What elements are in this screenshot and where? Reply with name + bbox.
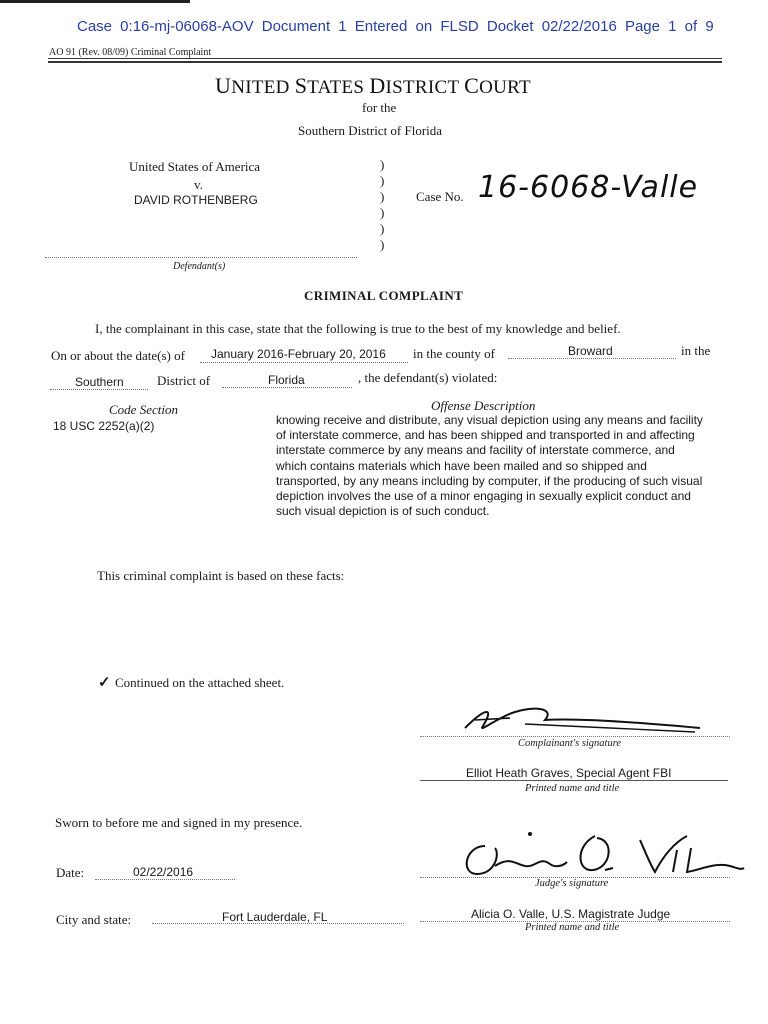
caption-paren-5: ) xyxy=(380,221,385,236)
plaintiff-name: United States of America xyxy=(129,159,261,174)
defendant-label: Defendant(s) xyxy=(173,261,226,272)
judge-signature-label: Judge's signature xyxy=(535,878,609,889)
county-line xyxy=(508,358,676,359)
on-or-about-label: On or about the date(s) of xyxy=(51,348,185,363)
printed-name-label-1: Printed name and title xyxy=(525,783,620,794)
court-name: UNITED STATES DISTRICT COURT xyxy=(215,73,531,98)
date-value: 02/22/2016 xyxy=(133,865,194,879)
state-line xyxy=(222,387,352,388)
district-value: Southern xyxy=(75,375,124,389)
complainant-signature-line xyxy=(420,736,730,737)
in-county-label: in the county of xyxy=(413,346,495,361)
state-value: Florida xyxy=(268,373,305,387)
district-of-label: District of xyxy=(157,373,211,388)
docket-header: Case 0:16-mj-06068-AOV Document 1 Entered on FLSD Docket 02/22/2016 Page 1 of 9 xyxy=(77,18,714,35)
dates-line xyxy=(200,362,408,363)
city-state-label: City and state: xyxy=(56,912,132,927)
complainant-statement: I, the complainant in this case, state that the following is true to the best of my knowledge and belief. xyxy=(95,321,621,336)
judge-name: Alicia O. Valle, U.S. Magistrate Judge xyxy=(471,907,671,921)
defendant-name: DAVID ROTHENBERG xyxy=(134,193,258,207)
date-line xyxy=(95,879,235,880)
code-section-label: Code Section xyxy=(109,402,178,417)
caption-paren-6: ) xyxy=(380,237,385,252)
complainant-signature xyxy=(455,698,705,740)
page-edge-mark xyxy=(0,0,190,3)
county-value: Broward xyxy=(568,344,613,358)
form-id: AO 91 (Rev. 08/09) Criminal Complaint xyxy=(49,47,212,58)
date-label: Date: xyxy=(56,865,85,880)
judge-signature xyxy=(455,826,745,882)
versus-label: v. xyxy=(194,177,203,192)
header-rule-bottom xyxy=(48,61,722,63)
checkmark-icon: ✓ xyxy=(98,675,111,691)
caption-paren-1: ) xyxy=(380,157,385,172)
violated-label: , the defendant(s) violated: xyxy=(358,370,498,385)
caption-paren-3: ) xyxy=(380,189,385,204)
offense-description-text: knowing receive and distribute, any visual depiction using any means and facility of interstate commerce, and has been shipped and transported in and affecting interstate commerce by any means and facility of interstate commerce, and which contains materials which have been mailed and so shipped and transported, by any means including by computer, if the producing of such visual depiction involves the use of a minor engaging in sexually explicit conduct and such visual depiction is of such conduct. xyxy=(276,413,703,519)
complainant-signature-label: Complainant's signature xyxy=(518,738,622,749)
defendant-line xyxy=(45,257,357,258)
case-no-handwritten: 16-6068-Valle xyxy=(478,170,699,205)
for-the-label: for the xyxy=(362,100,397,115)
city-state-line xyxy=(152,923,404,924)
offense-description-label: Offense Description xyxy=(431,398,536,413)
district-line xyxy=(50,389,148,390)
continued-label: Continued on the attached sheet. xyxy=(115,675,285,690)
complaint-title: CRIMINAL COMPLAINT xyxy=(304,288,464,303)
complainant-name-line xyxy=(420,780,728,781)
case-no-label: Case No. xyxy=(416,189,464,204)
dates-value: January 2016-February 20, 2016 xyxy=(211,347,386,361)
in-the-label: in the xyxy=(681,343,711,358)
caption-paren-2: ) xyxy=(380,173,385,188)
district-name: Southern District of Florida xyxy=(298,123,443,138)
based-on-facts-label: This criminal complaint is based on these facts: xyxy=(97,568,345,583)
city-state-value: Fort Lauderdale, FL xyxy=(222,910,328,924)
caption-paren-4: ) xyxy=(380,205,385,220)
code-section-value: 18 USC 2252(a)(2) xyxy=(53,419,155,433)
sworn-statement: Sworn to before me and signed in my presence. xyxy=(55,815,303,830)
printed-name-label-2: Printed name and title xyxy=(525,922,620,933)
header-rule-top xyxy=(48,58,722,59)
complainant-name: Elliot Heath Graves, Special Agent FBI xyxy=(466,766,672,780)
